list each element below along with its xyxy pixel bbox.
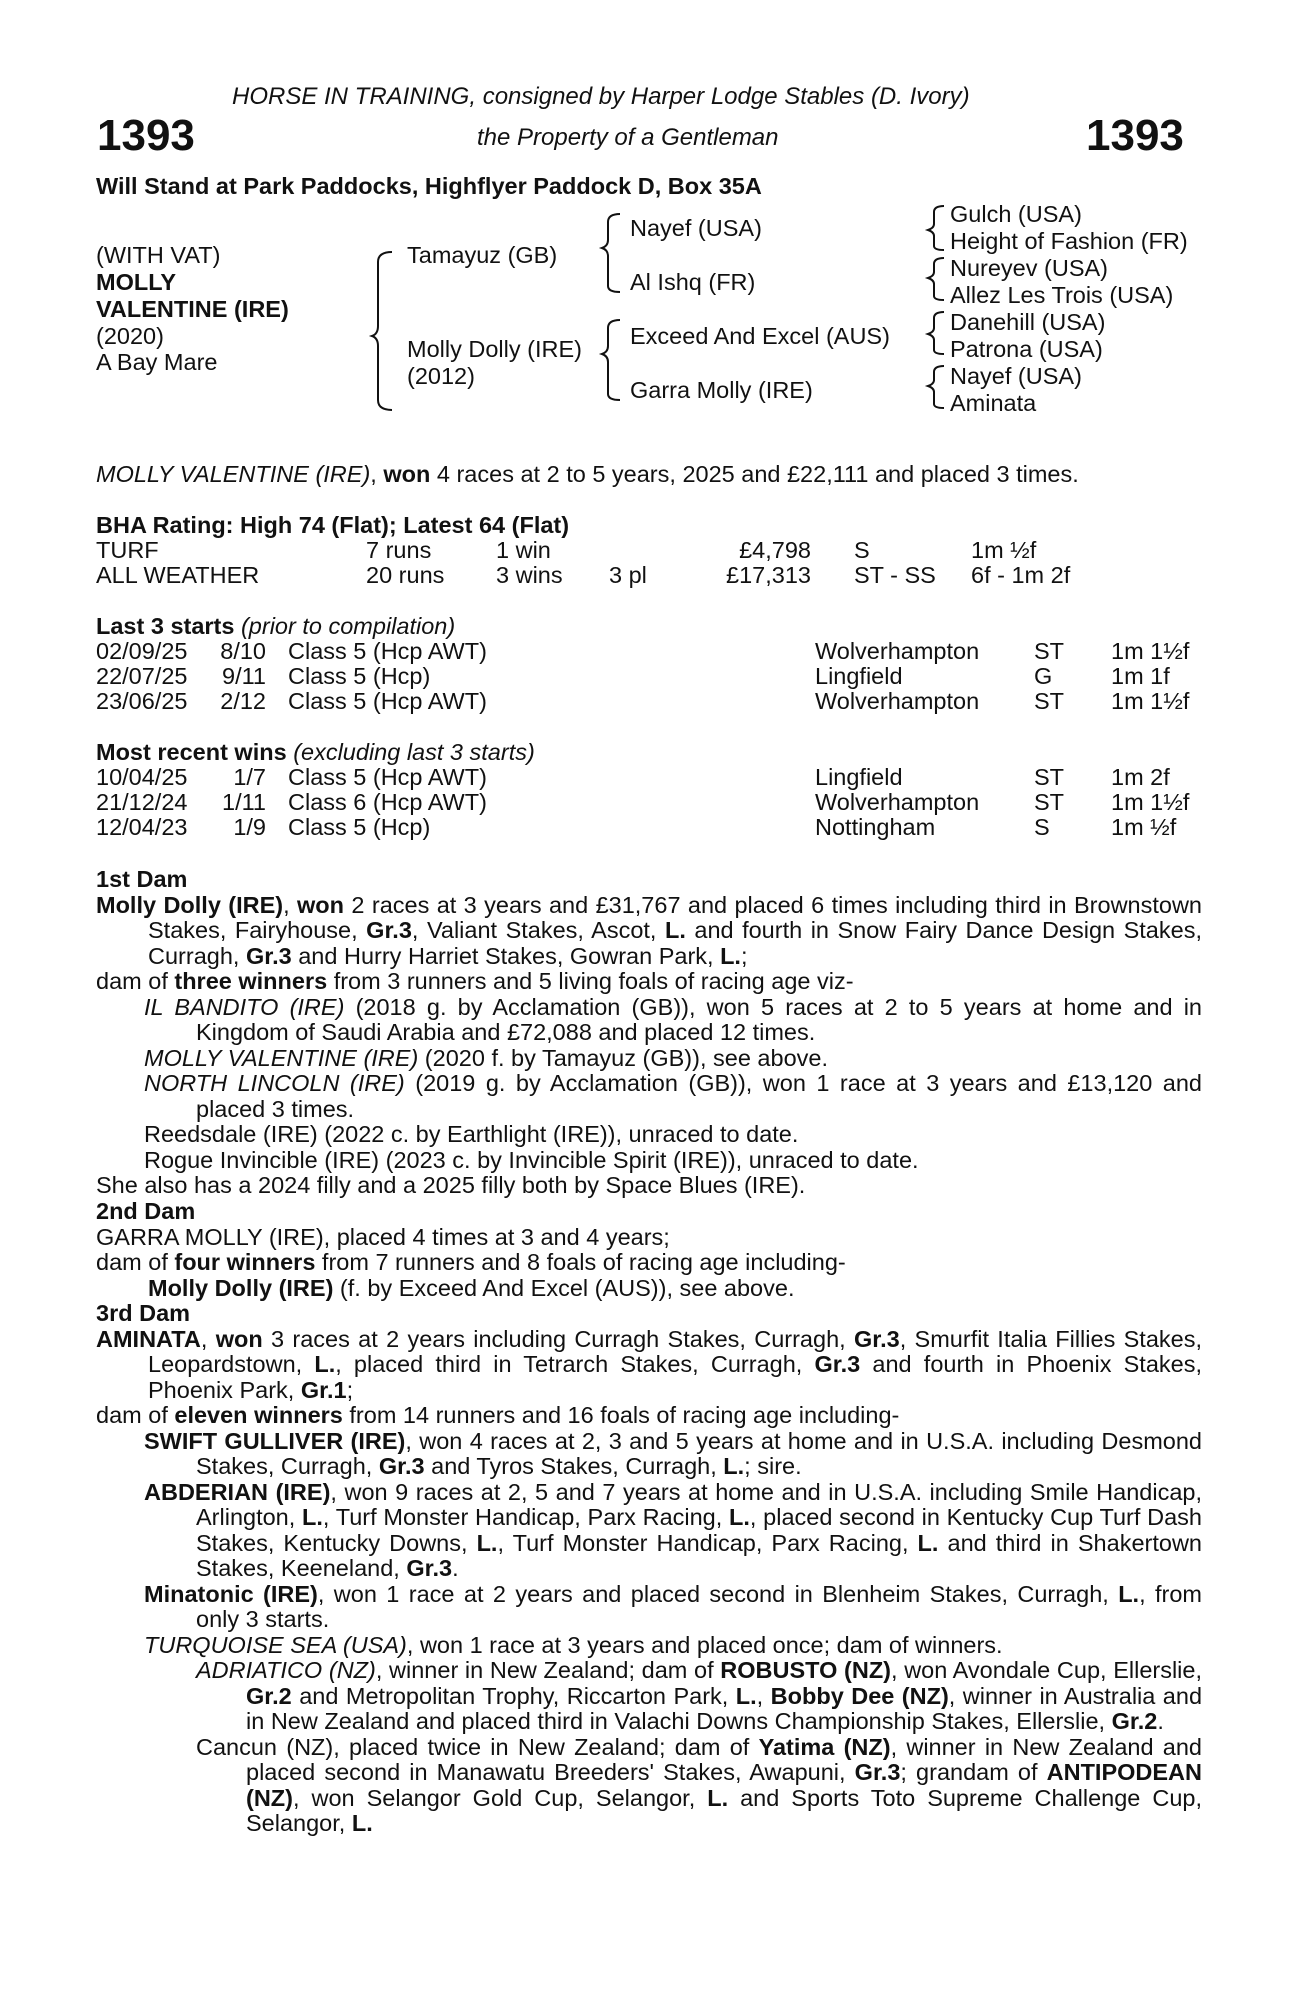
going: S: [854, 537, 870, 563]
distance: 6f - 1m 2f: [971, 562, 1071, 588]
pedigree-dam: Molly Dolly (IRE): [407, 336, 582, 362]
distance: 1m 1½f: [1111, 638, 1190, 664]
pedigree-sire: Tamayuz (GB): [407, 242, 558, 268]
third-dam-section: [96, 1301, 1202, 1837]
going: ST: [1034, 688, 1065, 714]
grand-produce-item: ADRIATICO (NZ), winner in New Zealand; dam of ROBUSTO (NZ), won Avondale Cup, Ellerslie, Gr.2 and Metropolitan Trophy, Riccarton Park, L., Bobby Dee (NZ), winner in Australia and in New Zealand and placed third in Valachi Downs Championship Stakes, Ellerslie, Gr.2.: [196, 1657, 1203, 1734]
pedigree-gen2-1: Nayef (USA): [630, 215, 762, 241]
last3-note: (prior to compilation): [240, 613, 456, 639]
horse-name-line1: MOLLY: [96, 269, 177, 295]
last3-heading: [96, 614, 455, 640]
pedigree-gen3-4: Allez Les Trois (USA): [950, 282, 1174, 308]
class: Class 5 (Hcp AWT): [288, 764, 487, 790]
produce-item: Molly Dolly (IRE) (f. by Exceed And Excel (AUS)), see above.: [148, 1274, 795, 1301]
pedigree-gen2-4: Garra Molly (IRE): [630, 377, 813, 403]
pedigree-dam-year: (2012): [407, 363, 475, 389]
runs: 20 runs: [366, 562, 445, 588]
bha-rating: BHA Rating: High 74 (Flat); Latest 64 (Flat): [96, 512, 570, 538]
course: Wolverhampton: [815, 688, 980, 714]
course: Lingfield: [815, 663, 903, 689]
surface: TURF: [96, 537, 159, 563]
going: ST: [1034, 638, 1065, 664]
brace-exceed: [928, 312, 944, 354]
going: G: [1034, 663, 1053, 689]
date: 10/04/25: [96, 764, 188, 790]
prize: £17,313: [726, 562, 811, 588]
class: Class 5 (Hcp): [288, 814, 431, 840]
course: Wolverhampton: [815, 638, 980, 664]
lot-number-left: 1393: [97, 111, 195, 160]
first-dam-heading: 1st Dam: [96, 866, 188, 892]
brace-sire: [602, 214, 620, 292]
class: Class 5 (Hcp): [288, 663, 431, 689]
vat-note: (WITH VAT): [96, 242, 221, 268]
position: 1/11: [222, 789, 266, 815]
distance: 1m 1½f: [1111, 688, 1190, 714]
date: 02/09/25: [96, 638, 188, 664]
course: Nottingham: [815, 814, 936, 840]
stand-location: Will Stand at Park Paddocks, Highflyer Paddock D, Box 35A: [96, 173, 762, 199]
brace-alishq: [928, 258, 944, 300]
table-row: [96, 639, 1202, 665]
produce-item: Reedsdale (IRE) (2022 c. by Earthlight (IRE)), unraced to date.: [144, 1121, 799, 1147]
last3-title: Last 3 starts: [96, 613, 235, 639]
horse-name-line2: VALENTINE (IRE): [96, 296, 289, 322]
table-row: [96, 664, 1202, 690]
pedigree-gen2-3: Exceed And Excel (AUS): [630, 323, 890, 349]
produce-item: TURQUOISE SEA (USA), won 1 race at 3 years and placed once; dam of winners.: [144, 1631, 1003, 1658]
recent-note: (excluding last 3 starts): [293, 739, 535, 765]
pedigree-gen3-7: Nayef (USA): [950, 363, 1082, 389]
surface: ALL WEATHER: [96, 562, 260, 588]
produce-item: Rogue Invincible (IRE) (2023 c. by Invincible Spirit (IRE)), unraced to date.: [144, 1146, 919, 1173]
summary-won: won: [383, 461, 431, 487]
second-dam-produce-intro: dam of four winners from 7 runners and 8 foals of racing age including-: [96, 1249, 846, 1275]
produce-item: MOLLY VALENTINE (IRE) (2020 f. by Tamayuz (GB)), see above.: [144, 1044, 828, 1071]
brace-garra: [928, 366, 944, 408]
brace-nayef: [928, 206, 944, 250]
pedigree-gen3-5: Danehill (USA): [950, 309, 1106, 335]
date: 22/07/25: [96, 663, 188, 689]
property-line: the Property of a Gentleman: [477, 124, 779, 151]
distance: 1m ½f: [971, 537, 1037, 563]
position: 2/12: [220, 688, 266, 714]
class: Class 5 (Hcp AWT): [288, 638, 487, 664]
pedigree-gen3-1: Gulch (USA): [950, 201, 1082, 227]
going: S: [1034, 814, 1050, 840]
table-row: [96, 790, 1202, 816]
first-dam-produce-intro: dam of three winners from 3 runners and 5 living foals of racing age viz-: [96, 968, 854, 994]
pedigree-gen3-2: Height of Fashion (FR): [950, 228, 1188, 254]
first-dam-section: [96, 867, 1202, 1199]
class: Class 5 (Hcp AWT): [288, 688, 487, 714]
grand-produce-item: Cancun (NZ), placed twice in New Zealand; dam of Yatima (NZ), winner in New Zealand and placed second in Manawatu Breeders' Stakes, Awapuni, Gr.3; grandam of ANTIPODEAN (NZ), won Selangor Gold Cup, Selangor, L. and Sports Toto Supreme Challenge Cup, Selangor, L.: [196, 1733, 1202, 1836]
produce-item: IL BANDITO (IRE) (2018 g. by Acclamation (GB)), won 5 races at 2 to 5 years at home and in Kingdom of Saudi Arabia and £72,088 and placed 12 times.: [144, 993, 1202, 1045]
produce-item: ABDERIAN (IRE), won 9 races at 2, 5 and 7 years at home and in U.S.A. including Smile Handicap, Arlington, L., Turf Monster Handicap, Parx Racing, L., placed second in Kentucky Cup Turf Dash Stakes, Kentucky Downs, L., Turf Monster Handicap, Parx Racing, L. and third in Shakertown Stakes, Keeneland, Gr.3.: [144, 1478, 1202, 1581]
date: 23/06/25: [96, 688, 188, 714]
produce-item: NORTH LINCOLN (IRE) (2019 g. by Acclamation (GB)), won 1 race at 3 years and £13,120 and placed 3 times.: [144, 1070, 1202, 1122]
prize: £4,798: [739, 537, 811, 563]
pedigree-gen3-6: Patrona (USA): [950, 336, 1103, 362]
table-row: [96, 689, 1202, 715]
going: ST: [1034, 789, 1065, 815]
pedigree-braces: [0, 0, 1315, 420]
rating-row-turf: [96, 538, 1202, 564]
pedigree-gen3-3: Nureyev (USA): [950, 255, 1109, 281]
summary-horse-name: MOLLY VALENTINE (IRE): [96, 461, 371, 487]
distance: 1m 2f: [1111, 764, 1170, 790]
pedigree-gen3-8: Aminata: [950, 390, 1037, 416]
table-row: [96, 765, 1202, 791]
consignor-line: HORSE IN TRAINING, consigned by Harper Lodge Stables (D. Ivory): [232, 83, 970, 110]
position: 8/10: [220, 638, 266, 664]
going: ST - SS: [854, 562, 936, 588]
second-dam-heading: 2nd Dam: [96, 1198, 196, 1224]
lot-number-right: 1393: [1086, 111, 1184, 160]
wins: 1 win: [496, 537, 551, 563]
recent-title: Most recent wins: [96, 739, 287, 765]
going: ST: [1034, 764, 1065, 790]
third-dam-heading: 3rd Dam: [96, 1300, 191, 1326]
first-dam-record: Molly Dolly (IRE), won 2 races at 3 years and £31,767 and placed 6 times including third in Brownstown Stakes, Fairyhouse, Gr.3, Valiant Stakes, Ascot, L. and fourth in Snow Fairy Dance Design Stakes, Curragh, Gr.3 and Hurry Harriet Stakes, Gowran Park, L.;: [96, 891, 1203, 969]
rating-row-aw: [96, 563, 1202, 589]
produce-item: SWIFT GULLIVER (IRE), won 4 races at 2, 3 and 5 years at home and in U.S.A. including Desmond Stakes, Curragh, Gr.3 and Tyros Stakes, Curragh, L.; sire.: [144, 1427, 1202, 1479]
first-dam-also: She also has a 2024 filly and a 2025 filly both by Space Blues (IRE).: [96, 1172, 806, 1198]
position: 1/9: [233, 814, 266, 840]
distance: 1m 1f: [1111, 663, 1170, 689]
brace-dam: [602, 320, 620, 400]
wins: 3 wins: [496, 562, 563, 588]
horse-year: (2020): [96, 323, 164, 349]
date: 21/12/24: [96, 789, 188, 815]
second-dam-section: [96, 1199, 1202, 1301]
horse-description: A Bay Mare: [96, 349, 218, 375]
position: 1/7: [233, 764, 266, 790]
distance: 1m 1½f: [1111, 789, 1190, 815]
table-row: [96, 815, 1202, 841]
class: Class 6 (Hcp AWT): [288, 789, 487, 815]
produce-item: Minatonic (IRE), won 1 race at 2 years and placed second in Blenheim Stakes, Curragh, L., from only 3 starts.: [144, 1580, 1202, 1632]
brace-main: [372, 252, 392, 410]
summary-text: 4 races at 2 to 5 years, 2025 and £22,111 and placed 3 times.: [436, 461, 1079, 487]
course: Wolverhampton: [815, 789, 980, 815]
third-dam-record: AMINATA, won 3 races at 2 years including Curragh Stakes, Curragh, Gr.3, Smurfit Italia Fillies Stakes, Leopardstown, L., placed third in Tetrarch Stakes, Curragh, Gr.3 and fourth in Phoenix Stakes, Phoenix Park, Gr.1;: [96, 1325, 1202, 1403]
third-dam-produce-intro: dam of eleven winners from 14 runners and 16 foals of racing age including-: [96, 1402, 900, 1428]
runs: 7 runs: [366, 537, 432, 563]
recent-wins-heading: [96, 740, 535, 766]
placed: 3 pl: [609, 562, 647, 588]
course: Lingfield: [815, 764, 903, 790]
position: 9/11: [222, 663, 266, 689]
pedigree-gen2-2: Al Ishq (FR): [630, 269, 756, 295]
distance: 1m ½f: [1111, 814, 1177, 840]
date: 12/04/23: [96, 814, 188, 840]
race-summary: MOLLY VALENTINE (IRE), won 4 races at 2 to 5 years, 2025 and £22,111 and placed 3 times.: [96, 461, 1079, 487]
second-dam-record: GARRA MOLLY (IRE), placed 4 times at 3 and 4 years;: [96, 1223, 670, 1250]
